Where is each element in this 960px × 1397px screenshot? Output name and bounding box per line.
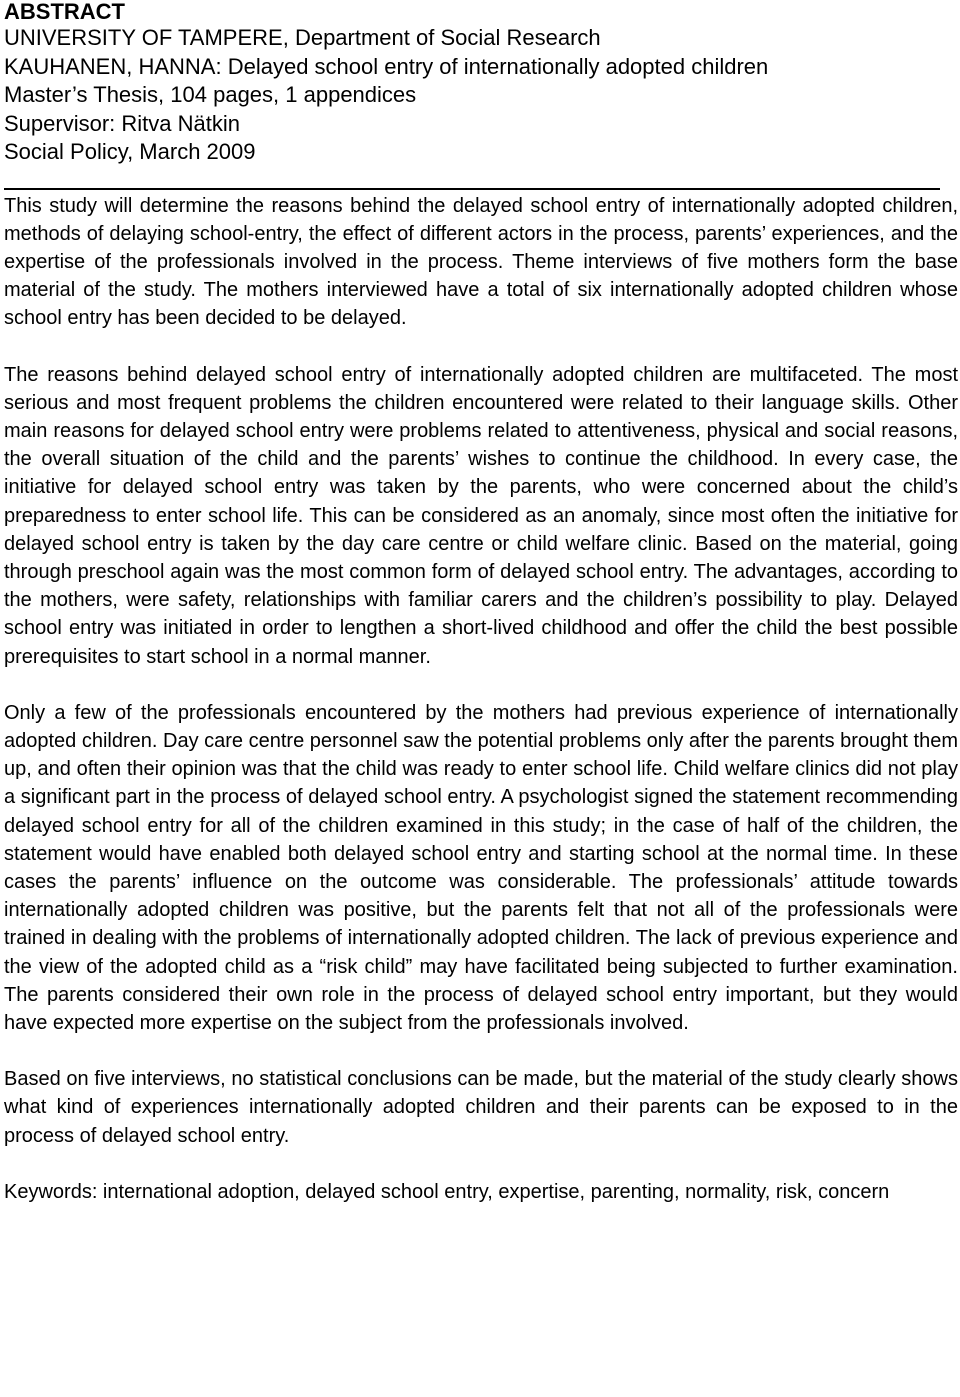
abstract-paragraph-3: Only a few of the professionals encountered by the mothers had previous experience of internationally adopted children. Day care centre personnel saw the potential problems only after the parents brought them up, and often their opinion was that the child was ready to enter school life. Child welfare clinics did not play a significant part in the process of delayed school entry. A psychologist signed the statement recommending delayed school entry for all of the children examined in this study; in the case of half of the children, the statement would have enabled both delayed school entry and starting school at the normal time. In these cases the parents’ influence on the outcome was considerable. The professionals’ attitude towards internationally adopted children was positive, but the parents felt that not all of the professionals were trained in dealing with the problems of internationally adopted children. The lack of previous experience and the view of the adopted child as a “risk child” may have facilitated being subjected to further examination. The parents considered their own role in the process of delayed school entry important, but they would have expected more expertise on the subject from the professionals involved. bbox=[4, 701, 958, 1034]
thesis-meta bbox=[4, 24, 958, 167]
institution-line: UNIVERSITY OF TAMPERE, Department of Social Research bbox=[4, 25, 601, 50]
author-title-line: KAUHANEN, HANNA: Delayed school entry of internationally adopted children bbox=[4, 53, 769, 79]
supervisor-line: Supervisor: Ritva Nätkin bbox=[4, 110, 240, 136]
abstract-paragraph-1: This study will determine the reasons behind the delayed school entry of internationally adopted children, methods of delaying school-entry, the effect of different actors in the process, parents’ experiences, and the expertise of the professionals involved in the process. Theme interviews of five mothers form the base material of the study. The mothers interviewed have a total of six internationally adopted children whose school entry has been decided to be delayed. bbox=[4, 194, 958, 330]
keywords-line: Keywords: international adoption, delayed school entry, expertise, parenting, normality, risk, concern bbox=[4, 1180, 890, 1203]
field-date-line: Social Policy, March 2009 bbox=[4, 139, 256, 164]
abstract-paragraph-2: The reasons behind delayed school entry of internationally adopted children are multifaceted. The most serious and most frequent problems the children encountered were related to their language skills. Other main reasons for delayed school entry were problems related to attentiveness, physical and social reasons, the overall situation of the child and the parents’ wishes to continue the childhood. In every case, the initiative for delayed school entry was taken by the parents, who were concerned about the child’s preparedness to enter school life. This can be considered as an anomaly, since most often the initiative for delayed school entry is taken by the day care centre or child welfare clinic. Based on the material, going through preschool again was the most common form of delayed school entry. The advantages, according to the mothers, were safety, relationships with familiar carers and the children’s possibility to play. Delayed school entry was initiated in order to lengthen a short-lived childhood and offer the child the best possible prerequisites to start school in a normal manner. bbox=[4, 363, 958, 668]
abstract-paragraph-4: Based on five interviews, no statistical conclusions can be made, but the material of the study clearly shows what kind of experiences internationally adopted children and their parents can be exposed to in the process of delayed school entry. bbox=[4, 1068, 958, 1147]
separator-rule bbox=[4, 188, 940, 190]
abstract-heading: ABSTRACT bbox=[4, 0, 125, 24]
abstract-page bbox=[4, 0, 958, 1206]
thesis-info-line: Master’s Thesis, 104 pages, 1 appendices bbox=[4, 82, 417, 107]
